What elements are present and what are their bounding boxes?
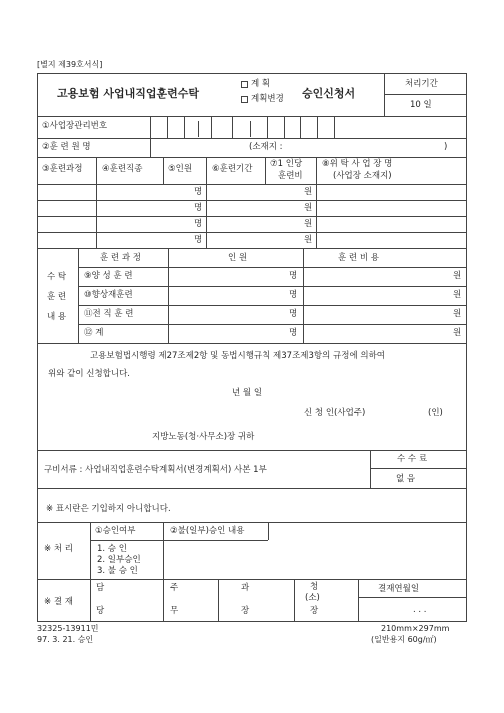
col-course-header: ③훈련과정 bbox=[42, 164, 83, 174]
approval-status-header: ①승인여부 bbox=[95, 526, 136, 536]
consign-row-cost-unit: 원 bbox=[453, 309, 462, 319]
form-title-suffix: 승인신청서 bbox=[302, 87, 356, 100]
consign-side-label-2: 훈 련 bbox=[47, 292, 67, 302]
col-line bbox=[303, 248, 304, 343]
approval-cell-head-top: 청 bbox=[310, 582, 319, 592]
section-divider bbox=[90, 579, 91, 622]
fee-label: 수 수 료 bbox=[397, 454, 428, 464]
row-line bbox=[78, 324, 467, 325]
col-line bbox=[294, 579, 295, 622]
col-period-header: ⑥훈련기간 bbox=[212, 164, 253, 174]
approval-label: ※ 결 재 bbox=[44, 597, 73, 607]
detail-persons-unit: 명 bbox=[194, 219, 203, 229]
consign-row-persons-unit: 명 bbox=[289, 290, 298, 300]
row-line bbox=[90, 540, 268, 541]
consign-side-label-1: 수 탁 bbox=[47, 272, 67, 282]
row-line bbox=[37, 232, 467, 233]
col-line bbox=[163, 522, 164, 579]
plan-change-checkbox[interactable] bbox=[241, 96, 248, 103]
plan-checkbox[interactable] bbox=[241, 81, 248, 88]
declaration-line-1: 고용보험법시행령 제27조제2항 및 동법시행규칙 제37조제3항의 규정에 의하여 bbox=[90, 351, 385, 361]
row-line bbox=[37, 450, 467, 451]
consign-row-persons-unit: 명 bbox=[289, 271, 298, 281]
consign-course-header: 훈 련 과 정 bbox=[100, 253, 141, 263]
applicant-label: 신 청 인(사업주) bbox=[304, 408, 366, 418]
col-occupation-header: ④훈련직종 bbox=[102, 164, 143, 174]
approval-cell-chief-bottom: 무 bbox=[170, 606, 179, 616]
consign-side-label-3: 내 용 bbox=[47, 312, 67, 322]
detail-cost-unit: 원 bbox=[304, 203, 313, 213]
col-line bbox=[316, 157, 317, 248]
col-line bbox=[358, 579, 359, 622]
form-title: 고용보험 사업내직업훈련수탁 bbox=[57, 87, 199, 100]
approval-cell-chief-top: 주 bbox=[170, 583, 179, 593]
form-number-label: [별지 제39호서식] bbox=[37, 60, 103, 69]
row-line bbox=[37, 138, 467, 139]
row-line bbox=[37, 579, 467, 580]
consign-row-cost-unit: 원 bbox=[453, 290, 462, 300]
recipient-label: 지방노동(청·사무소)장 귀하 bbox=[152, 432, 255, 442]
col-line bbox=[163, 579, 164, 622]
detail-cost-unit: 원 bbox=[304, 235, 313, 245]
col-line bbox=[268, 522, 269, 540]
workplace-number-boxes[interactable] bbox=[150, 116, 467, 138]
row-line bbox=[78, 286, 467, 287]
fee-value: 없 음 bbox=[396, 474, 416, 484]
row-line bbox=[37, 248, 467, 249]
location-suffix: ) bbox=[444, 142, 448, 152]
detail-cost-unit: 원 bbox=[304, 187, 313, 197]
plan-change-option-label: 계획변경 bbox=[251, 94, 284, 104]
col-line bbox=[163, 157, 164, 184]
seal-mark: (인) bbox=[428, 408, 443, 418]
row-line bbox=[37, 343, 467, 344]
footer-code: 32325-13911민 bbox=[37, 624, 99, 633]
disapproval-content-header: ②불(일부)승인 내용 bbox=[170, 526, 245, 536]
approval-cell-head-mid: (소) bbox=[305, 593, 320, 603]
col-line bbox=[265, 157, 266, 184]
approval-cell-staff-bottom: 당 bbox=[96, 606, 105, 616]
consign-row-cost-unit: 원 bbox=[453, 328, 462, 338]
col-consignee-header-line1: ⑧위 탁 사 업 장 명 bbox=[322, 159, 393, 169]
consign-row-persons-unit: 명 bbox=[289, 309, 298, 319]
approval-cell-section-top: 과 bbox=[241, 583, 250, 593]
approval-option-1[interactable]: 1. 승 인 bbox=[97, 544, 127, 554]
approval-date-label: 결재연월일 bbox=[378, 584, 420, 594]
processing-label: ※ 처 리 bbox=[44, 544, 73, 554]
approval-cell-section-bottom: 장 bbox=[241, 606, 250, 616]
declaration-line-2: 위와 같이 신청합니다. bbox=[48, 369, 131, 379]
date-mid-line bbox=[358, 597, 467, 598]
approval-date-value[interactable]: . . . bbox=[413, 605, 427, 615]
declaration-date[interactable]: 년 월 일 bbox=[232, 388, 263, 398]
footer-approved: 97. 3. 21. 승인 bbox=[37, 635, 94, 644]
row-line bbox=[37, 184, 467, 185]
approval-option-3[interactable]: 3. 불 승 인 bbox=[97, 566, 138, 576]
col-cost-header-line2: 훈련비 bbox=[278, 171, 303, 181]
training-center-label: ②훈 련 원 명 bbox=[42, 142, 91, 152]
consign-cost-header: 훈 련 비 용 bbox=[338, 253, 379, 263]
detail-persons-unit: 명 bbox=[194, 203, 203, 213]
location-prefix: (소재지 : bbox=[249, 142, 283, 152]
consign-total-label: ⑫ 계 bbox=[84, 328, 104, 338]
fee-divider bbox=[370, 450, 371, 488]
row-line bbox=[78, 305, 467, 306]
section-divider bbox=[78, 248, 79, 343]
col-consignee-header-line2: (사업장 소재지) bbox=[333, 171, 392, 181]
row-line bbox=[37, 488, 467, 489]
plan-option-label: 계 획 bbox=[251, 79, 271, 89]
col-line bbox=[96, 157, 97, 248]
col-persons-header: ⑤인원 bbox=[168, 164, 193, 174]
detail-cost-unit: 원 bbox=[304, 219, 313, 229]
workplace-number-label: ①사업장관리번호 bbox=[42, 121, 108, 131]
processing-period-value: 10 일 bbox=[410, 100, 432, 110]
approval-cell-head-bottom: 장 bbox=[310, 606, 319, 616]
col-line bbox=[168, 248, 169, 343]
footer-paper: (일반용지 60g/㎡) bbox=[371, 635, 437, 644]
notice-text: ※ 표시란은 기입하지 아니합니다. bbox=[46, 504, 171, 514]
row-line bbox=[37, 157, 467, 158]
processing-mid-line bbox=[384, 94, 467, 95]
approval-option-2[interactable]: 2. 일부승인 bbox=[97, 555, 141, 565]
consign-row-course: ⑨양 성 훈 련 bbox=[84, 271, 133, 281]
fee-mid-line bbox=[370, 468, 467, 469]
col-cost-header-line1: ⑦1 인당 bbox=[270, 159, 303, 169]
section-divider bbox=[90, 522, 91, 579]
consign-persons-header: 인 원 bbox=[228, 253, 248, 263]
attachments-label: 구비서류 : 사업내직업훈련수탁계획서(변경계획서) 사본 1부 bbox=[44, 465, 267, 475]
detail-persons-unit: 명 bbox=[194, 235, 203, 245]
approval-cell-staff-top: 담 bbox=[96, 583, 105, 593]
row-line bbox=[37, 200, 467, 201]
row-line bbox=[37, 216, 467, 217]
consign-row-cost-unit: 원 bbox=[453, 271, 462, 281]
consign-row-course: ⑪전 직 훈 련 bbox=[84, 309, 134, 319]
processing-period-label: 처리기간 bbox=[405, 79, 438, 89]
consign-row-course: ⑩향상재훈련 bbox=[84, 290, 133, 300]
training-center-field[interactable] bbox=[151, 139, 241, 156]
row-line bbox=[78, 267, 467, 268]
col-line bbox=[218, 579, 219, 622]
row-line bbox=[37, 522, 467, 523]
footer-size: 210mm×297mm bbox=[381, 624, 450, 633]
consign-row-persons-unit: 명 bbox=[289, 328, 298, 338]
detail-persons-unit: 명 bbox=[194, 187, 203, 197]
col-line bbox=[206, 157, 207, 248]
